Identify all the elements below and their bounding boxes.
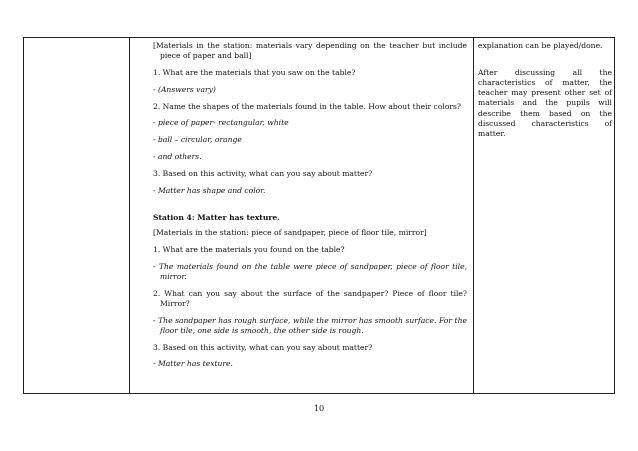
answer-2b: - ball – circular, orange [153, 135, 242, 145]
page-number: 10 [313, 404, 325, 413]
answer-2c: - and others. [153, 151, 202, 161]
answer-1: - (Answers vary) [153, 84, 216, 94]
lesson-table [23, 37, 615, 394]
question-3: 3. Based on this activity, what can you say about matter? [153, 168, 373, 178]
station-4-materials: [Materials in the station: piece of sandpaper, piece of floor tile, mirror] [153, 227, 427, 237]
notes-line-1: explanation can be played/done. [478, 41, 603, 50]
station-4-question-3: 3. Based on this activity, what can you say about matter? [153, 342, 373, 352]
question-1: 1. What are the materials that you saw on the table? [153, 68, 356, 77]
station-4-title: Station 4: Matter has texture. [153, 212, 280, 222]
station-4-question-2: 2. What can you say about the surface of the sandpaper? Piece of floor tile? Mirror? [153, 288, 467, 308]
station-4-answer-3: - Matter has texture. [153, 359, 233, 369]
column-divider-left [129, 38, 130, 393]
answer-2a: - piece of paper- rectangular, white [153, 118, 289, 128]
station-4-question-1: 1. What are the materials you found on the table? [153, 244, 345, 254]
notes-paragraph-2: After discussing all the characteristics of matter, the teacher may present other set of materials and the pupils will describe them based on the discussed characteristics of matter. [478, 67, 612, 139]
activity-column [153, 41, 467, 376]
notes-column [478, 41, 612, 146]
station-4-answer-1: - The materials found on the table were piece of sandpaper, piece of floor tile, mirror. [153, 261, 467, 281]
question-2: 2. Name the shapes of the materials found in the table. How about their colors? [153, 101, 461, 111]
station-4-answer-2: - The sandpaper has rough surface, while the mirror has smooth surface. For the floor tile, one side is smooth, the other side is rough. [153, 315, 467, 335]
materials-note: [Materials in the station: materials vary depending on the teacher but include piece of paper and ball] [153, 41, 467, 61]
answer-3: - Matter has shape and color. [153, 185, 266, 195]
column-divider-right [473, 38, 474, 393]
